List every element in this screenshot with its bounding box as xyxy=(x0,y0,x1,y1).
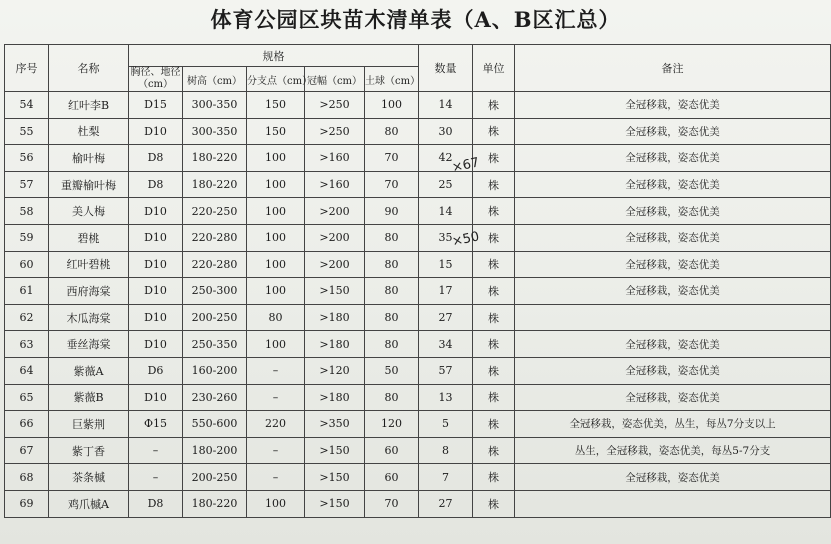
header-seq: 序号 xyxy=(5,45,49,92)
dbh-cell: D10 xyxy=(129,224,183,251)
ball-cell: 90 xyxy=(365,198,419,225)
header-height: 树高（cm） xyxy=(183,67,247,92)
dbh-cell: – xyxy=(129,437,183,464)
qty-cell: 7 xyxy=(419,464,473,491)
height-cell: 180-220 xyxy=(183,145,247,172)
seq-cell: 63 xyxy=(5,331,49,358)
header-remark: 备注 xyxy=(515,45,831,92)
seq-cell: 62 xyxy=(5,304,49,331)
remark-cell: 全冠移栽，姿态优美 xyxy=(515,384,831,411)
qty-cell: 25 xyxy=(419,171,473,198)
crown-cell: >350 xyxy=(305,411,365,438)
ball-cell: 80 xyxy=(365,118,419,145)
header-qty: 数量 xyxy=(419,45,473,92)
unit-cell: 株 xyxy=(473,278,515,305)
crown-cell: >180 xyxy=(305,304,365,331)
dbh-cell: D10 xyxy=(129,304,183,331)
ball-cell: 80 xyxy=(365,224,419,251)
seq-cell: 58 xyxy=(5,198,49,225)
seq-cell: 54 xyxy=(5,92,49,119)
remark-cell: 丛生，全冠移栽，姿态优美，每丛5-7分支 xyxy=(515,437,831,464)
seq-cell: 60 xyxy=(5,251,49,278)
name-cell: 碧桃 xyxy=(49,224,129,251)
dbh-cell: D10 xyxy=(129,384,183,411)
name-cell: 垂丝海棠 xyxy=(49,331,129,358)
dbh-cell: D10 xyxy=(129,331,183,358)
remark-cell: 全冠移栽，姿态优美，丛生，每丛7分支以上 xyxy=(515,411,831,438)
height-cell: 160-200 xyxy=(183,357,247,384)
branch-cell: 150 xyxy=(247,92,305,119)
seq-cell: 69 xyxy=(5,490,49,517)
unit-cell: 株 xyxy=(473,304,515,331)
crown-cell: >150 xyxy=(305,437,365,464)
seq-cell: 66 xyxy=(5,411,49,438)
branch-cell: 100 xyxy=(247,331,305,358)
remark-cell: 全冠移栽，姿态优美 xyxy=(515,331,831,358)
ball-cell: 80 xyxy=(365,304,419,331)
seq-cell: 59 xyxy=(5,224,49,251)
table-row xyxy=(5,464,831,491)
unit-cell: 株 xyxy=(473,384,515,411)
unit-cell: 株 xyxy=(473,251,515,278)
dbh-cell: D6 xyxy=(129,357,183,384)
unit-cell: 株 xyxy=(473,331,515,358)
table-row xyxy=(5,145,831,172)
qty-cell: 17 xyxy=(419,278,473,305)
branch-cell: 100 xyxy=(247,251,305,278)
header-row-1 xyxy=(5,45,831,67)
qty-cell: 35 xyxy=(419,224,473,251)
table-row xyxy=(5,331,831,358)
branch-cell: 220 xyxy=(247,411,305,438)
seq-cell: 64 xyxy=(5,357,49,384)
crown-cell: >160 xyxy=(305,171,365,198)
branch-cell: 150 xyxy=(247,118,305,145)
remark-cell: 全冠移栽，姿态优美 xyxy=(515,251,831,278)
unit-cell: 株 xyxy=(473,437,515,464)
name-cell: 西府海棠 xyxy=(49,278,129,305)
branch-cell: 100 xyxy=(247,278,305,305)
qty-cell: 34 xyxy=(419,331,473,358)
remark-cell: 全冠移栽，姿态优美 xyxy=(515,464,831,491)
branch-cell: – xyxy=(247,384,305,411)
qty-cell: 30 xyxy=(419,118,473,145)
unit-cell: 株 xyxy=(473,118,515,145)
seq-cell: 65 xyxy=(5,384,49,411)
header-dbh: 胸径、地径（cm） xyxy=(130,67,181,90)
name-cell: 榆叶梅 xyxy=(49,145,129,172)
qty-cell: 42 xyxy=(419,145,473,172)
branch-cell: 100 xyxy=(247,198,305,225)
name-cell: 紫薇A xyxy=(49,357,129,384)
crown-cell: >150 xyxy=(305,464,365,491)
table-row xyxy=(5,357,831,384)
crown-cell: >250 xyxy=(305,92,365,119)
crown-cell: >150 xyxy=(305,278,365,305)
table-row xyxy=(5,278,831,305)
branch-cell: – xyxy=(247,464,305,491)
dbh-cell: D8 xyxy=(129,490,183,517)
name-cell: 鸡爪槭A xyxy=(49,490,129,517)
remark-cell: 全冠移栽，姿态优美 xyxy=(515,278,831,305)
unit-cell: 株 xyxy=(473,224,515,251)
table-row xyxy=(5,490,831,517)
ball-cell: 80 xyxy=(365,384,419,411)
unit-cell: 株 xyxy=(473,411,515,438)
ball-cell: 70 xyxy=(365,145,419,172)
dbh-cell: D8 xyxy=(129,171,183,198)
name-cell: 杜梨 xyxy=(49,118,129,145)
name-cell: 美人梅 xyxy=(49,198,129,225)
branch-cell: 80 xyxy=(247,304,305,331)
seq-cell: 55 xyxy=(5,118,49,145)
remark-cell: 全冠移栽，姿态优美 xyxy=(515,198,831,225)
qty-cell: 14 xyxy=(419,198,473,225)
name-cell: 巨紫荆 xyxy=(49,411,129,438)
handwritten-note: ×50 xyxy=(450,229,481,250)
height-cell: 220-280 xyxy=(183,224,247,251)
header-branch: 分支点（cm） xyxy=(247,67,305,92)
qty-cell: 27 xyxy=(419,304,473,331)
seq-cell: 56 xyxy=(5,145,49,172)
table-row xyxy=(5,118,831,145)
crown-cell: >200 xyxy=(305,198,365,225)
qty-cell: 57 xyxy=(419,357,473,384)
ball-cell: 80 xyxy=(365,331,419,358)
name-cell: 木瓜海棠 xyxy=(49,304,129,331)
ball-cell: 120 xyxy=(365,411,419,438)
height-cell: 180-220 xyxy=(183,171,247,198)
name-cell: 红叶碧桃 xyxy=(49,251,129,278)
qty-cell: 15 xyxy=(419,251,473,278)
table-row xyxy=(5,304,831,331)
dbh-cell: D8 xyxy=(129,145,183,172)
unit-cell: 株 xyxy=(473,490,515,517)
height-cell: 250-300 xyxy=(183,278,247,305)
ball-cell: 80 xyxy=(365,278,419,305)
unit-cell: 株 xyxy=(473,464,515,491)
height-cell: 230-260 xyxy=(183,384,247,411)
ball-cell: 100 xyxy=(365,92,419,119)
unit-cell: 株 xyxy=(473,198,515,225)
table-row xyxy=(5,92,831,119)
ball-cell: 60 xyxy=(365,464,419,491)
table-row xyxy=(5,224,831,251)
qty-cell: 13 xyxy=(419,384,473,411)
header-unit: 单位 xyxy=(473,45,515,92)
branch-cell: 100 xyxy=(247,224,305,251)
crown-cell: >120 xyxy=(305,357,365,384)
height-cell: 300-350 xyxy=(183,118,247,145)
height-cell: 200-250 xyxy=(183,304,247,331)
branch-cell: – xyxy=(247,437,305,464)
table-row xyxy=(5,384,831,411)
table-row xyxy=(5,437,831,464)
height-cell: 550-600 xyxy=(183,411,247,438)
table-row xyxy=(5,198,831,225)
qty-cell: 27 xyxy=(419,490,473,517)
table-body xyxy=(5,92,831,518)
height-cell: 180-200 xyxy=(183,437,247,464)
crown-cell: >160 xyxy=(305,145,365,172)
crown-cell: >200 xyxy=(305,224,365,251)
dbh-cell: D10 xyxy=(129,278,183,305)
header-crown: 冠幅（cm） xyxy=(305,67,365,92)
remark-cell: 全冠移栽，姿态优美 xyxy=(515,145,831,172)
height-cell: 200-250 xyxy=(183,464,247,491)
seq-cell: 67 xyxy=(5,437,49,464)
seq-cell: 57 xyxy=(5,171,49,198)
dbh-cell: D10 xyxy=(129,198,183,225)
name-cell: 重瓣榆叶梅 xyxy=(49,171,129,198)
table-row xyxy=(5,251,831,278)
name-cell: 紫丁香 xyxy=(49,437,129,464)
branch-cell: – xyxy=(247,357,305,384)
name-cell: 茶条槭 xyxy=(49,464,129,491)
nursery-stock-table xyxy=(4,44,831,518)
height-cell: 220-250 xyxy=(183,198,247,225)
ball-cell: 60 xyxy=(365,437,419,464)
table-row xyxy=(5,411,831,438)
dbh-cell: – xyxy=(129,464,183,491)
ball-cell: 70 xyxy=(365,171,419,198)
crown-cell: >180 xyxy=(305,331,365,358)
seq-cell: 61 xyxy=(5,278,49,305)
name-cell: 紫薇B xyxy=(49,384,129,411)
crown-cell: >180 xyxy=(305,384,365,411)
dbh-cell: Φ15 xyxy=(129,411,183,438)
branch-cell: 100 xyxy=(247,490,305,517)
height-cell: 180-220 xyxy=(183,490,247,517)
seq-cell: 68 xyxy=(5,464,49,491)
remark-cell: 全冠移栽，姿态优美 xyxy=(515,357,831,384)
remark-cell: 全冠移栽，姿态优美 xyxy=(515,92,831,119)
branch-cell: 100 xyxy=(247,145,305,172)
branch-cell: 100 xyxy=(247,171,305,198)
remark-cell: 全冠移栽，姿态优美 xyxy=(515,118,831,145)
header-spec: 规格 xyxy=(129,45,419,67)
dbh-cell: D15 xyxy=(129,92,183,119)
qty-cell: 5 xyxy=(419,411,473,438)
dbh-cell: D10 xyxy=(129,251,183,278)
unit-cell: 株 xyxy=(473,357,515,384)
unit-cell: 株 xyxy=(473,92,515,119)
unit-cell: 株 xyxy=(473,145,515,172)
ball-cell: 80 xyxy=(365,251,419,278)
crown-cell: >200 xyxy=(305,251,365,278)
ball-cell: 50 xyxy=(365,357,419,384)
table-row xyxy=(5,171,831,198)
crown-cell: >150 xyxy=(305,490,365,517)
height-cell: 300-350 xyxy=(183,92,247,119)
handwritten-note: ×67 xyxy=(450,155,481,176)
height-cell: 220-280 xyxy=(183,251,247,278)
remark-cell xyxy=(515,304,831,331)
crown-cell: >250 xyxy=(305,118,365,145)
height-cell: 250-350 xyxy=(183,331,247,358)
qty-cell: 14 xyxy=(419,92,473,119)
header-name: 名称 xyxy=(49,45,129,92)
ball-cell: 70 xyxy=(365,490,419,517)
remark-cell: 全冠移栽，姿态优美 xyxy=(515,171,831,198)
name-cell: 红叶李B xyxy=(49,92,129,119)
document-title: 体育公园区块苗木清单表（A、B区汇总） xyxy=(210,7,621,32)
unit-cell: 株 xyxy=(473,171,515,198)
dbh-cell: D10 xyxy=(129,118,183,145)
qty-cell: 8 xyxy=(419,437,473,464)
remark-cell xyxy=(515,490,831,517)
remark-cell: 全冠移栽，姿态优美 xyxy=(515,224,831,251)
header-ball: 土球（cm） xyxy=(365,67,419,92)
